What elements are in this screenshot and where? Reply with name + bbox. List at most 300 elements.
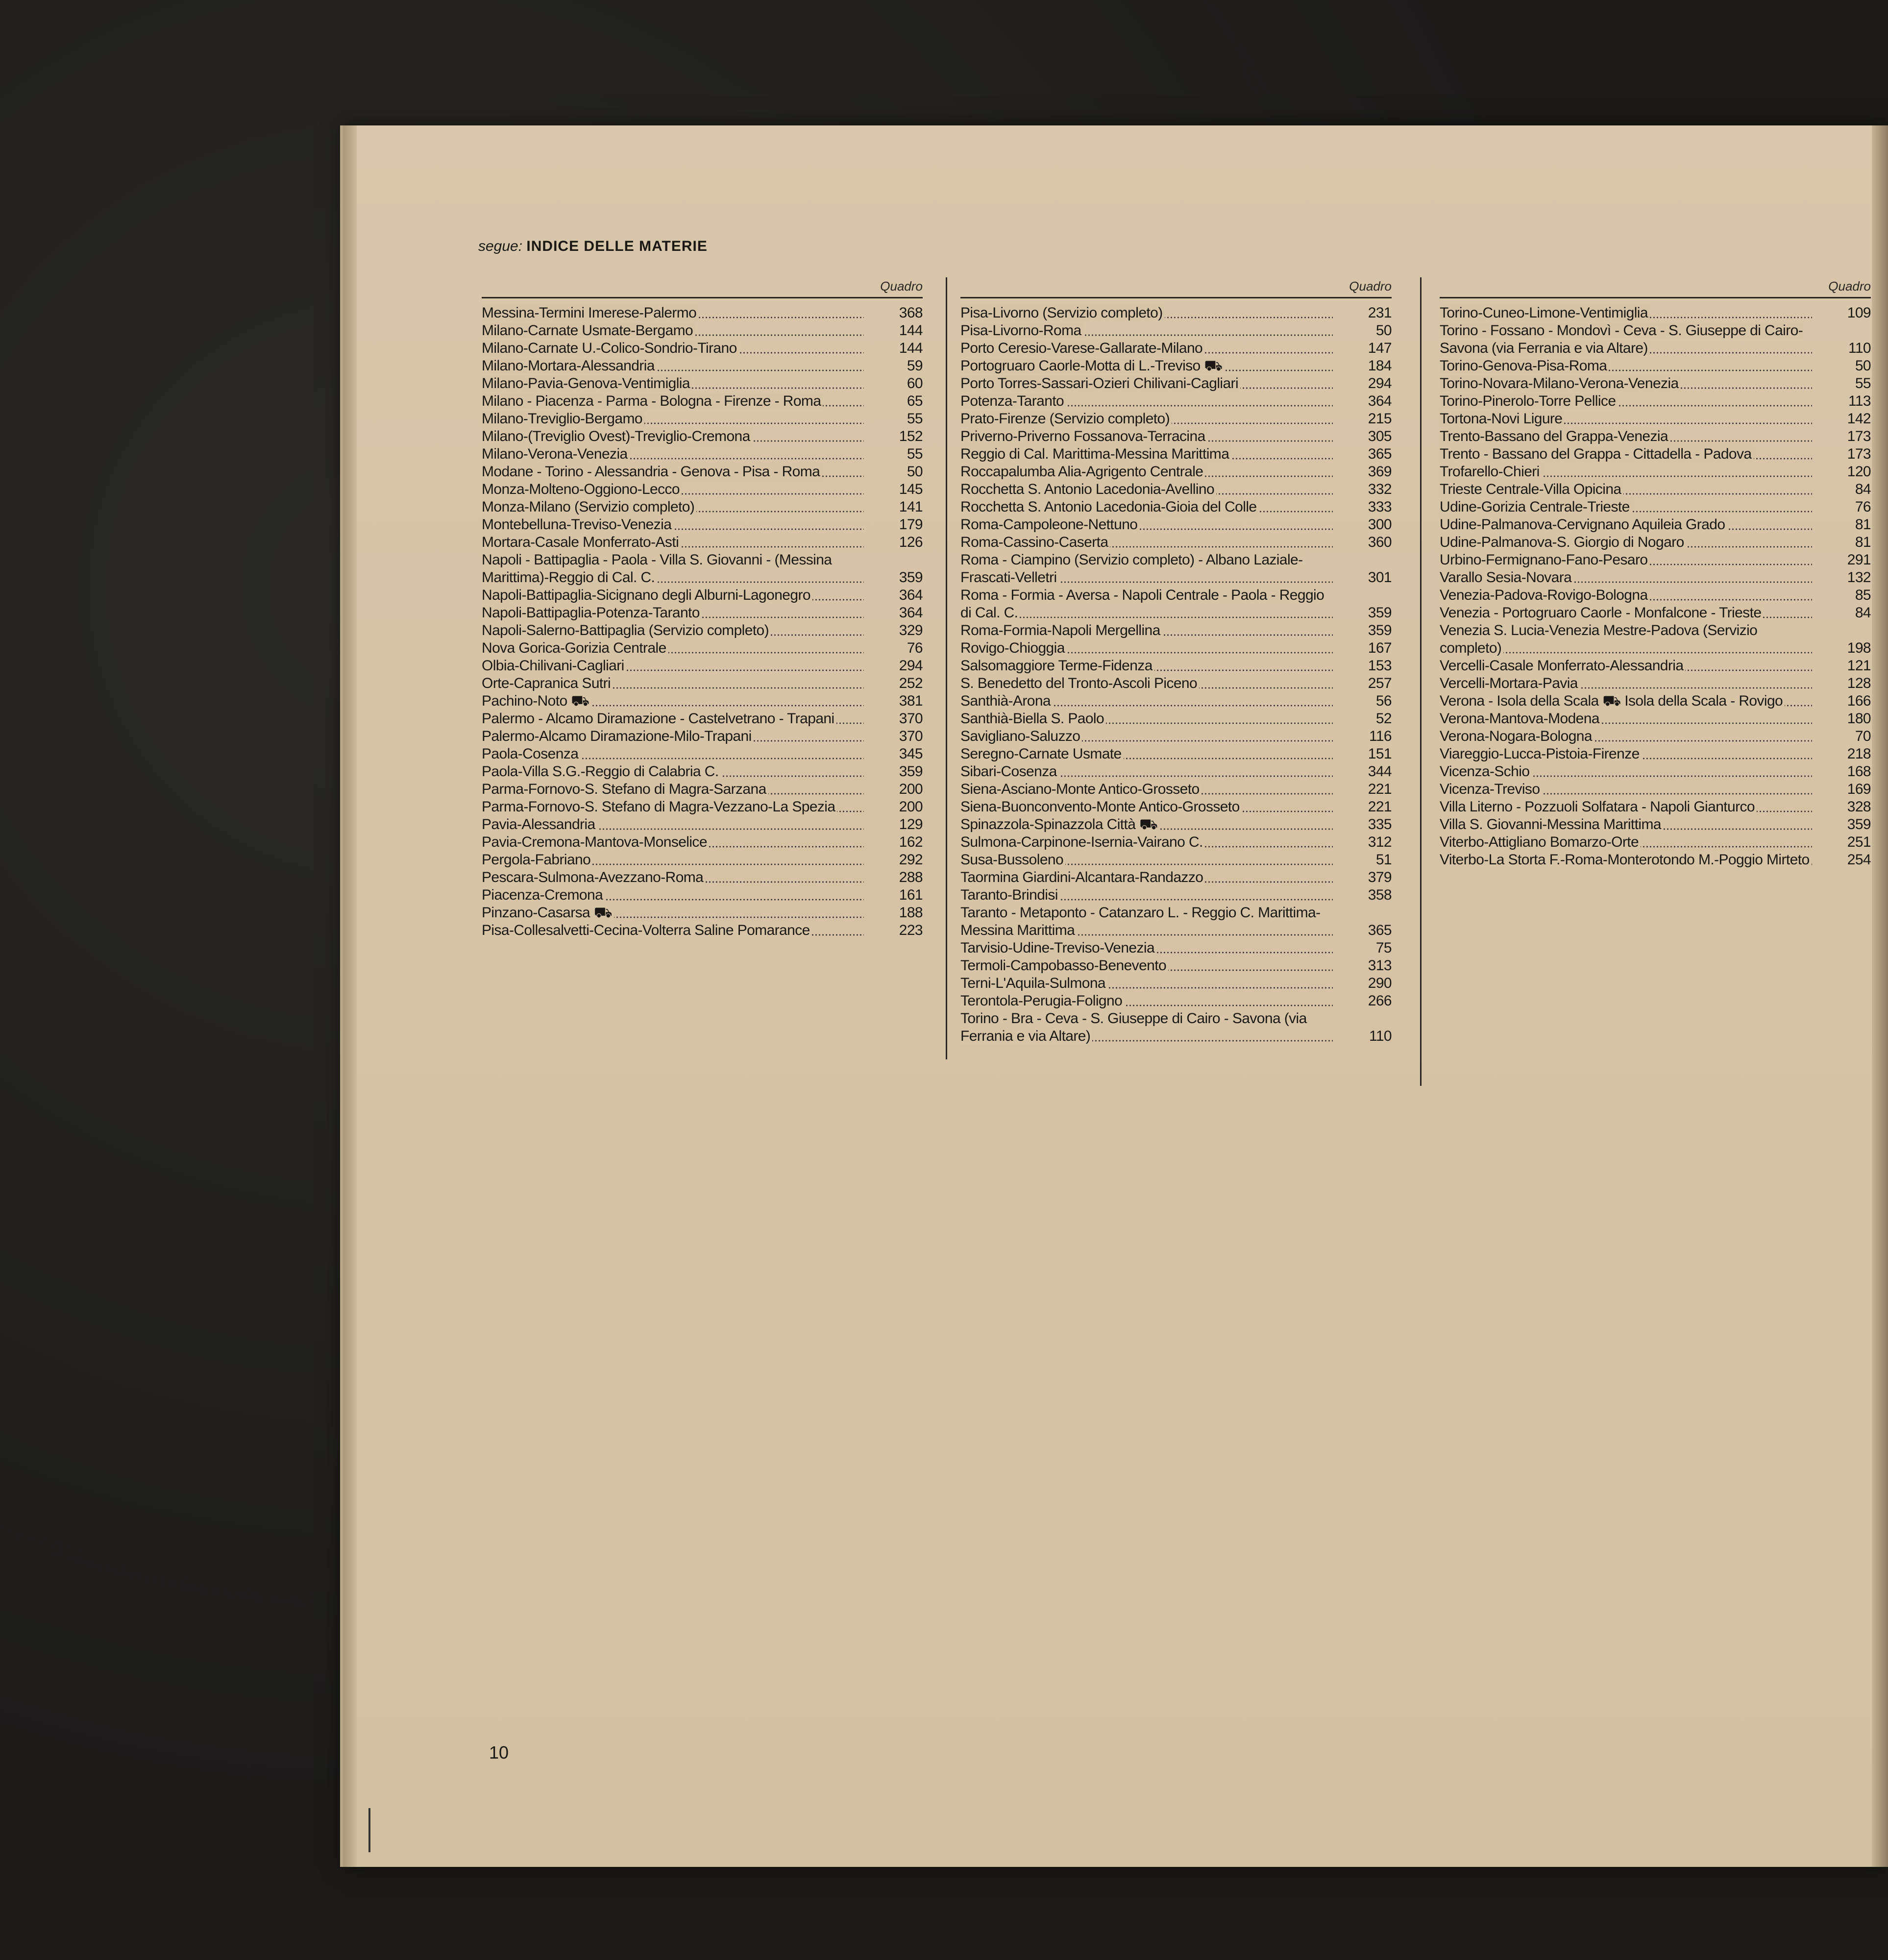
index-entry — [482, 763, 923, 781]
index-entry — [960, 534, 1392, 551]
entry-title — [960, 534, 1333, 551]
entry-title-text: Trento-Bassano del Grappa-Venezia — [1440, 428, 1670, 444]
entry-title — [960, 904, 1333, 939]
index-column-3 — [1440, 277, 1871, 869]
entry-title — [1440, 551, 1812, 569]
entry-title-text: Trofarello-Chieri — [1440, 464, 1542, 480]
entry-title — [960, 375, 1333, 392]
entry-quadro-number: 55 — [1855, 375, 1871, 392]
entry-title-text: Monza-Milano (Servizio completo) — [482, 499, 696, 515]
entry-title — [482, 798, 864, 816]
entry-title — [960, 392, 1333, 410]
entry-title-text: Torino - Bra - Ceva - S. Giuseppe di Cairo - Savona (via Ferrania e via Altare) — [960, 1010, 1307, 1044]
index-entry — [482, 728, 923, 745]
entry-title-text: Viareggio-Lucca-Pistoia-Firenze — [1440, 746, 1642, 762]
entry-title — [482, 534, 864, 551]
index-entry — [1440, 604, 1871, 622]
entry-title-text: Pachino-Noto ⛟ — [482, 693, 591, 709]
index-entry — [482, 833, 923, 851]
index-entry — [1440, 392, 1871, 410]
index-entry — [960, 463, 1392, 481]
entry-title — [960, 304, 1333, 322]
page-fold-right — [1872, 125, 1888, 1867]
index-entry — [1440, 657, 1871, 675]
entry-quadro-number: 167 — [1368, 640, 1392, 656]
entry-quadro-number: 291 — [1847, 552, 1871, 568]
index-entry — [482, 481, 923, 498]
index-entry — [1440, 481, 1871, 498]
index-entry — [1440, 322, 1871, 357]
entry-title-text: Napoli-Salerno-Battipaglia (Servizio completo) — [482, 622, 771, 638]
entry-title-text: Trieste Centrale-Villa Opicina — [1440, 481, 1623, 497]
entry-title-text: Milano-Mortara-Alessandria — [482, 358, 657, 374]
entry-title-text: Napoli-Battipaglia-Sicignano degli Alburni-Lagonegro — [482, 587, 812, 603]
entry-title-text: Roma-Cassino-Caserta — [960, 534, 1110, 550]
entry-title — [960, 481, 1333, 498]
entry-title — [482, 869, 864, 886]
entry-quadro-number: 251 — [1847, 834, 1871, 850]
index-entry — [1440, 851, 1871, 869]
entry-title-text: Villa Literno - Pozzuoli Solfatara - Napoli Gianturco — [1440, 799, 1757, 815]
entry-title — [482, 622, 864, 639]
index-entry — [1440, 728, 1871, 745]
entry-title-text: Milano-(Treviglio Ovest)-Treviglio-Cremona — [482, 428, 752, 444]
entry-title — [1440, 728, 1812, 745]
entry-title-text: Termoli-Campobasso-Benevento — [960, 957, 1168, 974]
entry-title — [1440, 657, 1812, 675]
index-entry — [482, 622, 923, 639]
entry-quadro-number: 359 — [899, 763, 923, 780]
entry-quadro-number: 266 — [1368, 993, 1392, 1009]
entry-quadro-number: 50 — [1375, 322, 1392, 339]
entry-title-text: Roma - Formia - Aversa - Napoli Centrale - Paola - Reggio di Cal. C. — [960, 587, 1324, 621]
index-entry — [482, 463, 923, 481]
entry-title-text: Pisa-Livorno-Roma — [960, 322, 1083, 339]
entry-title — [1440, 410, 1812, 428]
entry-title-text: Roma-Campoleone-Nettuno — [960, 516, 1139, 533]
index-entry — [960, 904, 1392, 939]
column-divider — [946, 277, 947, 1059]
entry-quadro-number: 215 — [1368, 411, 1392, 427]
entry-title-text: Viterbo-Attigliano Bomarzo-Orte — [1440, 834, 1641, 850]
column-header — [1440, 277, 1871, 298]
entry-title — [1440, 692, 1812, 710]
entry-title — [960, 428, 1333, 445]
entry-title — [960, 939, 1333, 957]
entry-title — [1440, 498, 1812, 516]
entry-title-text: Parma-Fornovo-S. Stefano di Magra-Sarzana — [482, 781, 768, 797]
entry-title — [960, 798, 1333, 816]
entry-quadro-number: 75 — [1375, 940, 1392, 956]
entry-title — [960, 975, 1333, 992]
index-entry — [1440, 622, 1871, 657]
entry-quadro-number: 358 — [1368, 887, 1392, 903]
index-entry — [960, 763, 1392, 781]
entry-title-text: Vercelli-Mortara-Pavia — [1440, 675, 1580, 691]
entry-quadro-number: 364 — [899, 605, 923, 621]
header-prefix: segue: — [478, 238, 523, 254]
entry-title-text: Orte-Capranica Sutri — [482, 675, 613, 691]
entry-title-text: Udine-Palmanova-Cervignano Aquileia Grado — [1440, 516, 1727, 533]
entry-title-text: Vicenza-Treviso — [1440, 781, 1542, 797]
entry-quadro-number: 70 — [1855, 728, 1871, 744]
entry-title — [960, 957, 1333, 975]
entry-quadro-number: 60 — [907, 375, 923, 392]
binding-mark — [368, 1808, 370, 1852]
entry-title-text: Milano - Piacenza - Parma - Bologna - Firenze - Roma — [482, 393, 823, 409]
index-entry — [482, 675, 923, 692]
entry-title-text: Nova Gorica-Gorizia Centrale — [482, 640, 668, 656]
index-entry — [1440, 798, 1871, 816]
entry-title — [1440, 569, 1812, 587]
entry-title-text: Verona-Nogara-Bologna — [1440, 728, 1594, 744]
entry-title — [1440, 587, 1812, 604]
entry-quadro-number: 120 — [1847, 464, 1871, 480]
index-entry — [482, 745, 923, 763]
index-entry — [1440, 763, 1871, 781]
column-divider — [1420, 277, 1422, 1086]
entry-quadro-number: 359 — [1847, 816, 1871, 833]
entry-quadro-number: 113 — [1848, 393, 1871, 409]
entry-title-text: Rocchetta S. Antonio Lacedonia-Avellino — [960, 481, 1216, 497]
entry-title — [482, 463, 864, 481]
entry-quadro-number: 110 — [1848, 340, 1871, 356]
entry-title-text: Verona-Mantova-Modena — [1440, 710, 1601, 727]
index-entry — [960, 357, 1392, 375]
entry-quadro-number: 344 — [1368, 763, 1392, 780]
entry-quadro-number: 292 — [899, 852, 923, 868]
entry-title-text: Venezia S. Lucia-Venezia Mestre-Padova (Servizio completo) — [1440, 622, 1758, 656]
entry-title-text: Siena-Asciano-Monte Antico-Grosseto — [960, 781, 1201, 797]
entry-title-text: Taranto-Brindisi — [960, 887, 1060, 903]
entry-title — [960, 516, 1333, 534]
column-header — [960, 277, 1392, 298]
entry-quadro-number: 56 — [1375, 693, 1392, 709]
entry-title-text: Torino-Pinerolo-Torre Pellice — [1440, 393, 1618, 409]
entry-title-text: Taranto - Metaponto - Catanzaro L. - Reggio C. Marittima-Messina Marittima — [960, 905, 1321, 938]
entry-quadro-number: 333 — [1368, 499, 1392, 515]
entry-title — [482, 639, 864, 657]
entry-quadro-number: 152 — [899, 428, 923, 444]
entry-title — [482, 886, 864, 904]
entry-quadro-number: 231 — [1368, 305, 1392, 321]
entry-quadro-number: 81 — [1855, 534, 1871, 550]
entry-title-text: Palermo-Alcamo Diramazione-Milo-Trapani — [482, 728, 754, 744]
entry-quadro-number: 144 — [899, 340, 923, 356]
entry-title-text: Paola-Villa S.G.-Reggio di Calabria C. — [482, 763, 721, 780]
entry-title-text: Milano-Pavia-Genova-Ventimiglia — [482, 375, 692, 392]
entry-title — [960, 781, 1333, 798]
entry-title — [482, 781, 864, 798]
entry-quadro-number: 200 — [899, 781, 923, 797]
entry-title — [482, 587, 864, 604]
entry-quadro-number: 153 — [1368, 658, 1392, 674]
index-entry — [1440, 498, 1871, 516]
entry-quadro-number: 360 — [1368, 534, 1392, 550]
entry-quadro-number: 328 — [1847, 799, 1871, 815]
index-entry — [960, 957, 1392, 975]
column-header-label: Quadro — [1349, 279, 1392, 294]
entry-title — [960, 675, 1333, 692]
entry-quadro-number: 252 — [899, 675, 923, 691]
entry-title — [1440, 428, 1812, 445]
entry-quadro-number: 76 — [907, 640, 923, 656]
entry-title-text: Milano-Verona-Venezia — [482, 446, 630, 462]
entry-title-text: Udine-Gorizia Centrale-Trieste — [1440, 499, 1632, 515]
entry-title — [960, 886, 1333, 904]
entry-title — [1440, 604, 1812, 622]
index-entry — [482, 710, 923, 728]
entry-title — [1440, 816, 1812, 833]
entry-title — [1440, 710, 1812, 728]
entry-quadro-number: 364 — [1368, 393, 1392, 409]
index-entry — [960, 481, 1392, 498]
index-entry — [482, 445, 923, 463]
entry-quadro-number: 132 — [1847, 569, 1871, 586]
entry-quadro-number: 329 — [899, 622, 923, 638]
index-entry — [482, 851, 923, 869]
entry-title — [482, 922, 864, 939]
entry-quadro-number: 294 — [899, 658, 923, 674]
entry-title — [960, 833, 1333, 851]
entry-title-text: Parma-Fornovo-S. Stefano di Magra-Vezzano-La Spezia — [482, 799, 837, 815]
entry-quadro-number: 313 — [1368, 957, 1392, 974]
entry-title-text: Rocchetta S. Antonio Lacedonia-Gioia del Colle — [960, 499, 1258, 515]
index-entry — [960, 816, 1392, 833]
entry-quadro-number: 365 — [1368, 922, 1392, 938]
index-entry — [482, 798, 923, 816]
entry-title — [960, 410, 1333, 428]
index-entry — [960, 869, 1392, 886]
entry-quadro-number: 257 — [1368, 675, 1392, 691]
entry-title — [482, 657, 864, 675]
entry-title — [482, 745, 864, 763]
entry-quadro-number: 141 — [899, 499, 923, 515]
entry-title — [960, 587, 1333, 622]
index-entry — [960, 516, 1392, 534]
entry-quadro-number: 200 — [899, 799, 923, 815]
index-entry — [482, 587, 923, 604]
entry-title-text: Pisa-Collesalvetti-Cecina-Volterra Saline Pomarance — [482, 922, 812, 938]
entry-title — [960, 728, 1333, 745]
entry-title-text: Priverno-Priverno Fossanova-Terracina — [960, 428, 1207, 444]
index-entry — [1440, 445, 1871, 463]
index-entry — [1440, 463, 1871, 481]
entry-title — [1440, 375, 1812, 392]
entry-title-text: Savigliano-Saluzzo — [960, 728, 1082, 744]
index-entry — [960, 587, 1392, 622]
entry-title-text: Roccapalumba Alia-Agrigento Centrale — [960, 464, 1205, 480]
entry-title-text: Spinazzola-Spinazzola Città ⛟ — [960, 816, 1159, 833]
entry-quadro-number: 162 — [899, 834, 923, 850]
entry-title-text: Reggio di Cal. Marittima-Messina Marittima — [960, 446, 1231, 462]
entry-title-text: Piacenza-Cremona — [482, 887, 605, 903]
index-entry — [1440, 692, 1871, 710]
entry-title-text: Urbino-Fermignano-Fano-Pesaro — [1440, 552, 1649, 568]
entry-quadro-number: 126 — [899, 534, 923, 550]
index-entry — [960, 886, 1392, 904]
entry-title-text: Vicenza-Schio — [1440, 763, 1531, 780]
index-entry — [960, 992, 1392, 1010]
page-header — [478, 238, 708, 255]
index-entry — [960, 622, 1392, 639]
entry-quadro-number: 144 — [899, 322, 923, 339]
entry-title — [1440, 781, 1812, 798]
entry-title-text: Prato-Firenze (Servizio completo) — [960, 411, 1172, 427]
entry-title-text: Viterbo-La Storta F.-Roma-Monterotondo M.-Poggio Mirteto — [1440, 852, 1812, 868]
entry-title-text: Trento - Bassano del Grappa - Cittadella - Padova — [1440, 446, 1754, 462]
entry-quadro-number: 294 — [1368, 375, 1392, 392]
entry-title-text: Salsomaggiore Terme-Fidenza — [960, 658, 1154, 674]
entry-title — [482, 675, 864, 692]
index-entry — [1440, 428, 1871, 445]
index-entry — [960, 551, 1392, 587]
index-entry — [482, 781, 923, 798]
entry-quadro-number: 84 — [1855, 481, 1871, 497]
index-entry — [960, 675, 1392, 692]
index-entry — [482, 340, 923, 357]
entry-title-text: Potenza-Taranto — [960, 393, 1066, 409]
index-entry — [1440, 833, 1871, 851]
entry-title — [482, 392, 864, 410]
entry-quadro-number: 364 — [899, 587, 923, 603]
entry-title — [960, 869, 1333, 886]
index-entry — [960, 410, 1392, 428]
entry-quadro-number: 109 — [1847, 305, 1871, 321]
index-entry — [482, 498, 923, 516]
entry-title — [960, 498, 1333, 516]
index-entry — [482, 869, 923, 886]
column-header — [482, 277, 923, 298]
entry-title — [482, 516, 864, 534]
entry-quadro-number: 129 — [899, 816, 923, 833]
entry-quadro-number: 52 — [1375, 710, 1392, 727]
entry-title-text: Santhià-Biella S. Paolo — [960, 710, 1106, 727]
index-entry — [1440, 745, 1871, 763]
index-entry — [482, 357, 923, 375]
entry-title-text: Siena-Buonconvento-Monte Antico-Grosseto — [960, 799, 1242, 815]
entry-title — [482, 710, 864, 728]
index-entry — [1440, 551, 1871, 569]
entry-title — [482, 428, 864, 445]
index-entry — [1440, 675, 1871, 692]
entry-title-text: Modane - Torino - Alessandria - Genova - Pisa - Roma — [482, 464, 822, 480]
index-entry — [960, 428, 1392, 445]
index-entry — [1440, 587, 1871, 604]
entry-title — [960, 463, 1333, 481]
index-entry — [482, 904, 923, 922]
entry-title-text: Verona - Isola della Scala ⛟ Isola della Scala - Rovigo — [1440, 693, 1785, 709]
index-entry — [482, 428, 923, 445]
entry-title — [1440, 516, 1812, 534]
entry-title-text: Rovigo-Chioggia — [960, 640, 1067, 656]
entry-title — [482, 357, 864, 375]
entry-title — [960, 763, 1333, 781]
entry-quadro-number: 50 — [1855, 358, 1871, 374]
index-entry — [960, 728, 1392, 745]
entry-quadro-number: 180 — [1847, 710, 1871, 727]
entry-title-text: Tarvisio-Udine-Treviso-Venezia — [960, 940, 1156, 956]
entry-list — [1440, 304, 1871, 869]
entry-title — [1440, 534, 1812, 551]
entry-title-text: Torino-Novara-Milano-Verona-Venezia — [1440, 375, 1681, 392]
entry-quadro-number: 110 — [1369, 1028, 1392, 1044]
entry-title — [960, 1010, 1333, 1045]
entry-quadro-number: 223 — [899, 922, 923, 938]
entry-quadro-number: 370 — [899, 728, 923, 744]
entry-quadro-number: 335 — [1368, 816, 1392, 833]
entry-quadro-number: 359 — [1368, 605, 1392, 621]
index-entry — [960, 745, 1392, 763]
entry-title-text: Torino-Cuneo-Limone-Ventimiglia — [1440, 305, 1650, 321]
entry-title — [482, 816, 864, 833]
entry-title-text: Sibari-Cosenza — [960, 763, 1059, 780]
entry-title-text: Santhià-Arona — [960, 693, 1053, 709]
index-entry — [482, 375, 923, 392]
entry-title-text: Mortara-Casale Monferrato-Asti — [482, 534, 681, 550]
entry-quadro-number: 370 — [899, 710, 923, 727]
entry-title — [1440, 357, 1812, 375]
index-entry — [960, 340, 1392, 357]
entry-quadro-number: 184 — [1368, 358, 1392, 374]
index-entry — [960, 1010, 1392, 1045]
index-entry — [960, 392, 1392, 410]
entry-title-text: Olbia-Chilivani-Cagliari — [482, 658, 626, 674]
index-entry — [482, 534, 923, 551]
index-entry — [482, 304, 923, 322]
entry-title — [482, 375, 864, 392]
entry-quadro-number: 254 — [1847, 852, 1871, 868]
entry-title — [1440, 445, 1812, 463]
entry-quadro-number: 151 — [1368, 746, 1392, 762]
entry-quadro-number: 345 — [899, 746, 923, 762]
entry-title-text: Pinzano-Casarsa ⛟ — [482, 905, 614, 921]
entry-title — [482, 304, 864, 322]
entry-title-text: Porto Ceresio-Varese-Gallarate-Milano — [960, 340, 1204, 356]
entry-quadro-number: 76 — [1855, 499, 1871, 515]
entry-title — [960, 992, 1333, 1010]
index-entry — [1440, 781, 1871, 798]
entry-title-text: Pescara-Sulmona-Avezzano-Roma — [482, 869, 705, 885]
entry-quadro-number: 168 — [1847, 763, 1871, 780]
index-entry — [960, 375, 1392, 392]
entry-title — [960, 551, 1333, 587]
entry-quadro-number: 221 — [1368, 799, 1392, 815]
index-entry — [960, 445, 1392, 463]
column-header-label: Quadro — [1828, 279, 1871, 294]
index-entry — [1440, 357, 1871, 375]
entry-title — [960, 639, 1333, 657]
entry-title — [482, 551, 864, 587]
index-entry — [960, 304, 1392, 322]
index-entry — [1440, 534, 1871, 551]
entry-quadro-number: 147 — [1368, 340, 1392, 356]
index-entry — [960, 692, 1392, 710]
entry-title-text: Milano-Carnate Usmate-Bergamo — [482, 322, 695, 339]
entry-title — [1440, 763, 1812, 781]
entry-quadro-number: 359 — [899, 569, 923, 586]
entry-title — [1440, 833, 1812, 851]
index-entry — [960, 798, 1392, 816]
entry-title-text: S. Benedetto del Tronto-Ascoli Piceno — [960, 675, 1199, 691]
index-column-2 — [960, 277, 1392, 1045]
header-title: INDICE DELLE MATERIE — [526, 238, 708, 254]
entry-quadro-number: 51 — [1375, 852, 1392, 868]
entry-quadro-number: 290 — [1368, 975, 1392, 991]
index-entry — [482, 886, 923, 904]
entry-title-text: Porto Torres-Sassari-Ozieri Chilivani-Cagliari — [960, 375, 1240, 392]
entry-title — [1440, 463, 1812, 481]
